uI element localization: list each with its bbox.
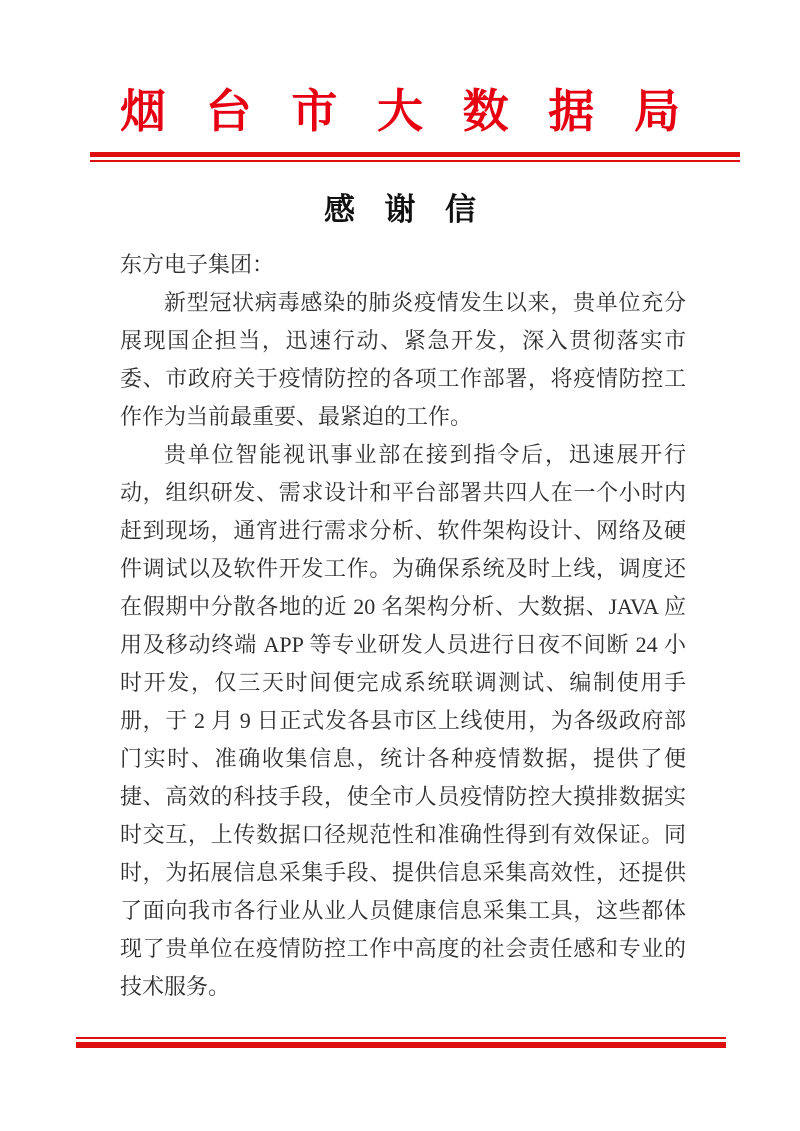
paragraph-1: 新型冠状病毒感染的肺炎疫情发生以来，贵单位充分展现国企担当，迅速行动、紧急开发，深入贯彻落实市委、市政府关于疫情防控的各项工作部署，将疫情防控工作作为当前最重要、最紧迫的工作。 xyxy=(120,290,686,429)
letterhead-org-name xyxy=(120,84,680,140)
letter-body xyxy=(120,246,686,1006)
heading-char: 谢 xyxy=(384,192,416,227)
heading-char: 数 xyxy=(462,86,509,137)
heading-char: 感 xyxy=(324,192,355,227)
paragraph-2: 贵单位智能视讯事业部在接到指令后，迅速展开行动，组织研发、需求设计和平台部署共四人在一个小时内赶到现场，通宵进行需求分析、软件架构设计、网络及硬件调试以及软件开发工作。为确保系统及时上线，调度还在假期中分散各地的近 20 名架构分析、大数据、JAVA 应用及移动终端 APP 等专业研发人员进行日夜不间断 24 小时开发，仅三天时间便完成系统联调测试、编制使用手册，于 2 月 9 日正式发各县市区上线使用，为各级政府部门实时、准确收集信息，统计各种疫情数据，提供了便捷、高效的科技手段，使全市人员疫情防控大摸排数据实时交互，上传数据口径规范性和准确性得到有效保证。同时，为拓展信息采集手段、提供信息采集高效性，还提供了面向我市各行业从业人员健康信息采集工具，这些都体现了贵单位在疫情防控工作中高度的社会责任感和专业的技术服务。 xyxy=(120,442,686,999)
footer-rule xyxy=(76,1037,726,1048)
heading-char: 据 xyxy=(548,86,595,137)
heading-char: 市 xyxy=(291,86,338,137)
heading-char: 烟 xyxy=(120,86,166,137)
heading-char: 台 xyxy=(205,86,252,137)
heading-char: 信 xyxy=(445,192,476,227)
recipient-salutation: 东方电子集团： xyxy=(120,252,275,277)
heading-char: 局 xyxy=(633,86,680,137)
letterhead-rule xyxy=(90,152,740,162)
heading-char: 大 xyxy=(376,86,423,137)
letter-title xyxy=(324,190,476,230)
